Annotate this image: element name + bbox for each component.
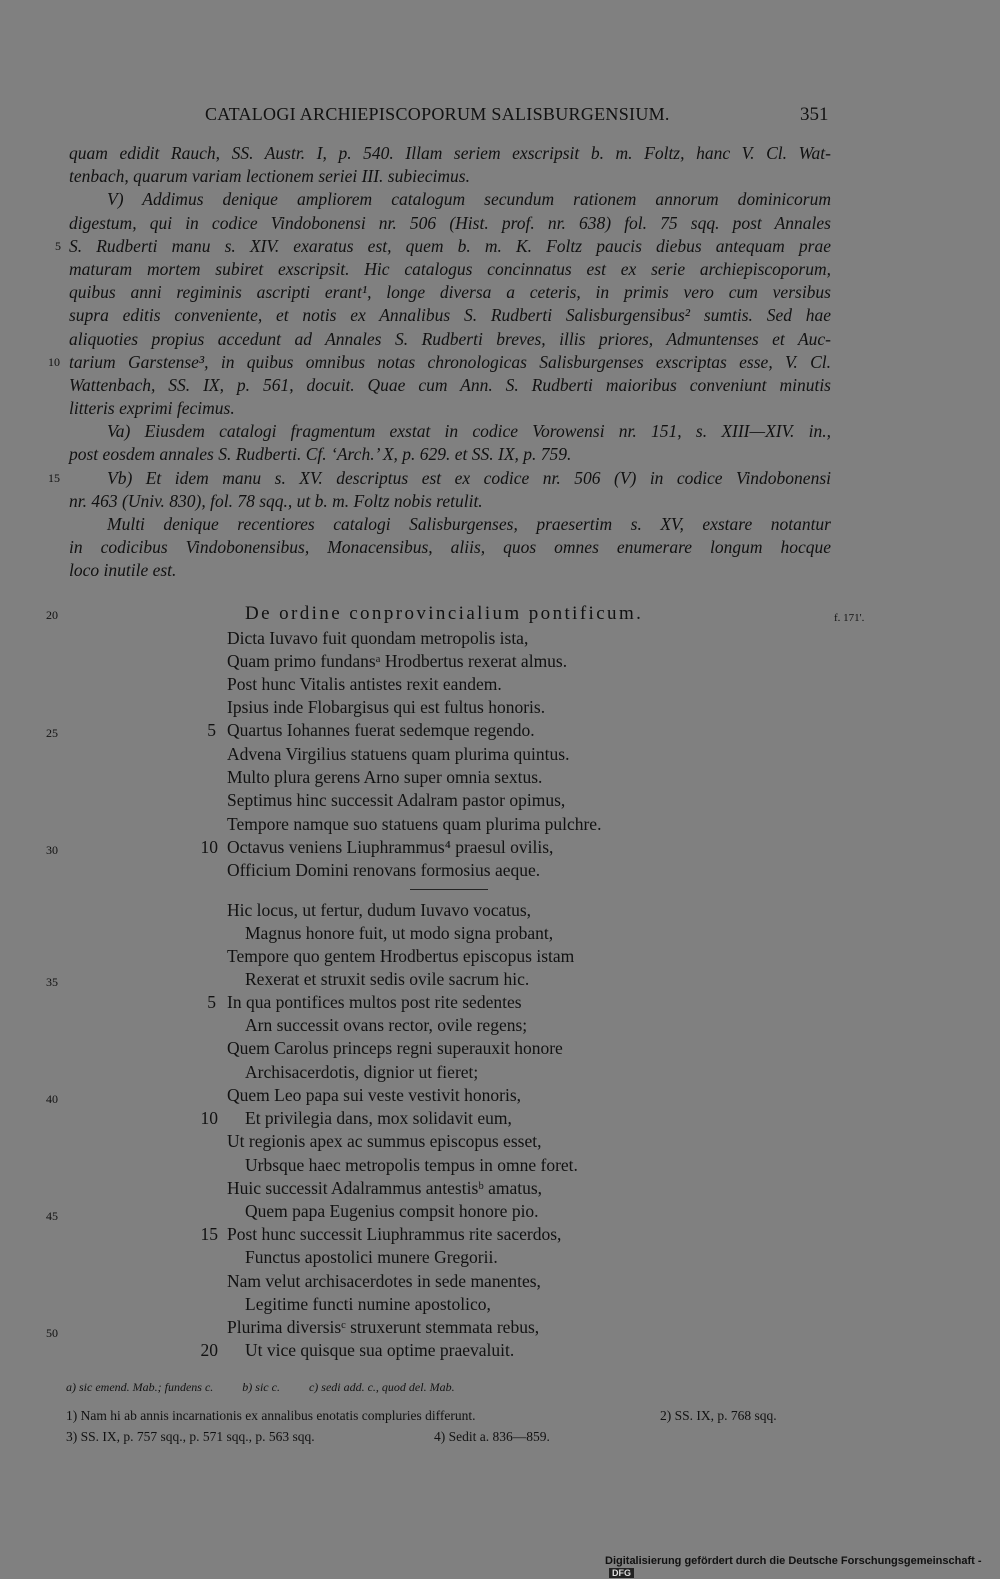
intro-line: supra editis conveniente, et notis ex Annalibus S. Rudberti Salisburgensibus² sumtis. Sed hae [69,305,831,326]
verse-line: In qua pontifices multos post rite sedentes [227,992,522,1012]
verse-line: Magnus honore fuit, ut modo signa probant, [245,923,554,943]
verse-line: Ut vice quisque sua optime praevaluit. [245,1340,515,1360]
footer-text: Digitalisierung gefördert durch die Deutsche Forschungsgemeinschaft - [605,1555,982,1567]
intro-line: V) Addimus denique ampliorem catalogum secundum rationem annorum dominicorum [107,189,831,210]
margin-line-number: 30 [46,843,58,857]
intro-line: tenbach, quarum variam lectionem seriei III. subiecimus. [69,166,470,187]
page-number: 351 [800,104,829,125]
verse-line: Plurima diversisᶜ struxerunt stemmata rebus, [227,1317,540,1337]
page-title: CATALOGI ARCHIEPISCOPORUM SALISBURGENSIUM. [205,104,670,124]
intro-line: tarium Garstense³, in quibus omnibus notas chronologicas Salisburgenses exscriptas esse, V. Cl. [69,351,831,372]
verse-line: Urbsque haec metropolis tempus in omne foret. [245,1155,578,1175]
verse-line: Functus apostolici munere Gregorii. [245,1247,498,1267]
intro-line: digestum, qui in codice Vindobonensi nr. 506 (Hist. prof. nr. 638) fol. 75 sqq. post Annales [69,212,831,233]
intro-line: S. Rudberti manu s. XIV. exaratus est, quem b. m. K. Foltz paucis diebus antequam prae [69,235,831,256]
verse-number: 20 [200,1340,218,1360]
verse-line: Tempore namque suo statuens quam plurima pulchre. [227,814,602,834]
verse-number: 10 [200,837,218,857]
intro-line: litteris exprimi fecimus. [69,398,235,419]
verse-line: Officium Domini renovans formosius aeque. [227,860,541,880]
intro-line: Multi denique recentiores catalogi Salisburgenses, praesertim s. XV, exstare notantur [107,514,831,534]
margin-line-number: 50 [46,1326,58,1340]
intro-text [69,142,831,583]
intro-line: Vb) Et idem manu s. XV. descriptus est ex codice nr. 506 (V) in codice Vindobonensi [107,467,831,488]
verse-line: Quartus Iohannes fuerat sedemque regendo. [227,720,535,740]
intro-line: maturam mortem subiret exscripsit. Hic catalogus concinnatus est ex serie archiepiscoporum, [69,258,831,279]
verse-line: Ipsius inde Flobargisus qui est fultus honoris. [227,697,546,717]
verse-number: 5 [207,720,216,740]
verse-line: Septimus hinc successit Adalram pastor opimus, [227,790,566,810]
section-divider [410,889,488,890]
margin-line-number: 45 [46,1209,58,1223]
verse-line: Legitime functi numine apostolico, [245,1294,491,1314]
verse-line: Quem papa Eugenius compsit honore pio. [245,1201,539,1221]
intro-line: quam edidit Rauch, SS. Austr. I, p. 540. Illam seriem exscripsit b. m. Foltz, hanc V. Cl. Wat- [69,143,831,163]
folio-note: f. 171'. [834,612,865,624]
intro-line: aliquoties propius accedunt ad Annales S. Rudberti breves, illis priores, Admuntenses et Auc- [69,328,831,349]
verse-line: Octavus veniens Liuphrammus⁴ praesul ovilis, [227,837,554,857]
margin-line-number: 15 [48,471,60,485]
verse-line: Huic successit Adalrammus antestisᵇ amatus, [227,1178,543,1198]
footnote: 1) Nam hi ab annis incarnationis ex annalibus enotatis compluries differunt. [66,1408,476,1423]
intro-line: loco inutile est. [69,560,177,581]
critical-note: b) sic c. [242,1380,280,1394]
verse-line: Arn successit ovans rector, ovile regens; [245,1015,528,1035]
verse-line: Archisacerdotis, dignior ut fieret; [245,1062,479,1082]
poem-title: De ordine conprovincialium pontificum. [245,603,644,624]
footnote: 3) SS. IX, p. 757 sqq., p. 571 sqq., p. 563 sqq. [66,1429,315,1444]
verse-line: Tempore quo gentem Hrodbertus episcopus istam [227,946,575,966]
margin-line-number: 25 [46,726,58,740]
verse-line: Nam velut archisacerdotes in sede manentes, [227,1271,541,1291]
margin-line-number: 10 [48,355,60,369]
verse-number: 5 [207,992,216,1012]
verse-line: Dicta Iuvavo fuit quondam metropolis ista, [227,628,529,648]
margin-line-number: 5 [55,239,61,253]
critical-note: a) sic emend. Mab.; fundens c. [66,1380,214,1394]
verse-line: Quem Carolus princeps regni superauxit honore [227,1038,563,1058]
intro-line: post eosdem annales S. Rudberti. Cf. ‘Arch.’ X, p. 629. et SS. IX, p. 759. [69,444,572,465]
verse-line: Advena Virgilius statuens quam plurima quintus. [227,744,570,764]
footnote: 4) Sedit a. 836—859. [434,1429,550,1444]
intro-line: quibus anni regiminis ascripti erant¹, longe diversa a ceteris, in primis vero cum versibus [69,282,831,303]
verse-number: 15 [200,1224,218,1244]
intro-line: Wattenbach, SS. IX, p. 561, docuit. Quae cum Ann. S. Rudberti maioribus conveniunt minutis [69,374,831,395]
verse-line: Post hunc successit Liuphrammus rite sacerdos, [227,1224,562,1244]
intro-line: nr. 463 (Univ. 830), fol. 78 sqq., ut b. m. Foltz nobis retulit. [69,490,483,511]
verse-number: 10 [200,1108,218,1128]
verse-line: Et privilegia dans, mox solidavit eum, [245,1108,512,1128]
verse-line: Hic locus, ut fertur, dudum Iuvavo vocatus, [227,900,532,920]
intro-line: in codicibus Vindobonensibus, Monacensibus, aliis, quos omnes enumerare longum hocque [69,537,831,558]
verse-line: Rexerat et struxit sedis ovile sacrum hic. [245,969,530,989]
verse-line: Ut regionis apex ac summus episcopus esset, [227,1131,542,1151]
verse-line: Multo plura gerens Arno super omnia sextus. [227,767,543,787]
verse-line: Post hunc Vitalis antistes rexit eandem. [227,674,502,694]
margin-line-number: 40 [46,1092,58,1106]
verse-line: Quam primo fundansᵃ Hrodbertus rexerat almus. [227,651,568,671]
intro-line: Va) Eiusdem catalogi fragmentum exstat in codice Vorowensi nr. 151, s. XIII—XIV. in., [107,421,831,442]
critical-apparatus [66,1380,481,1395]
verse-line: Quem Leo papa sui veste vestivit honoris, [227,1085,522,1105]
digitization-footer [605,1555,1000,1579]
critical-note: c) sedi add. c., quod del. Mab. [308,1380,455,1394]
margin-line-number: 20 [46,608,58,622]
margin-line-number: 35 [46,975,58,989]
footnote: 2) SS. IX, p. 768 sqq. [660,1408,777,1423]
dfg-logo-icon: DFG [609,1568,634,1578]
